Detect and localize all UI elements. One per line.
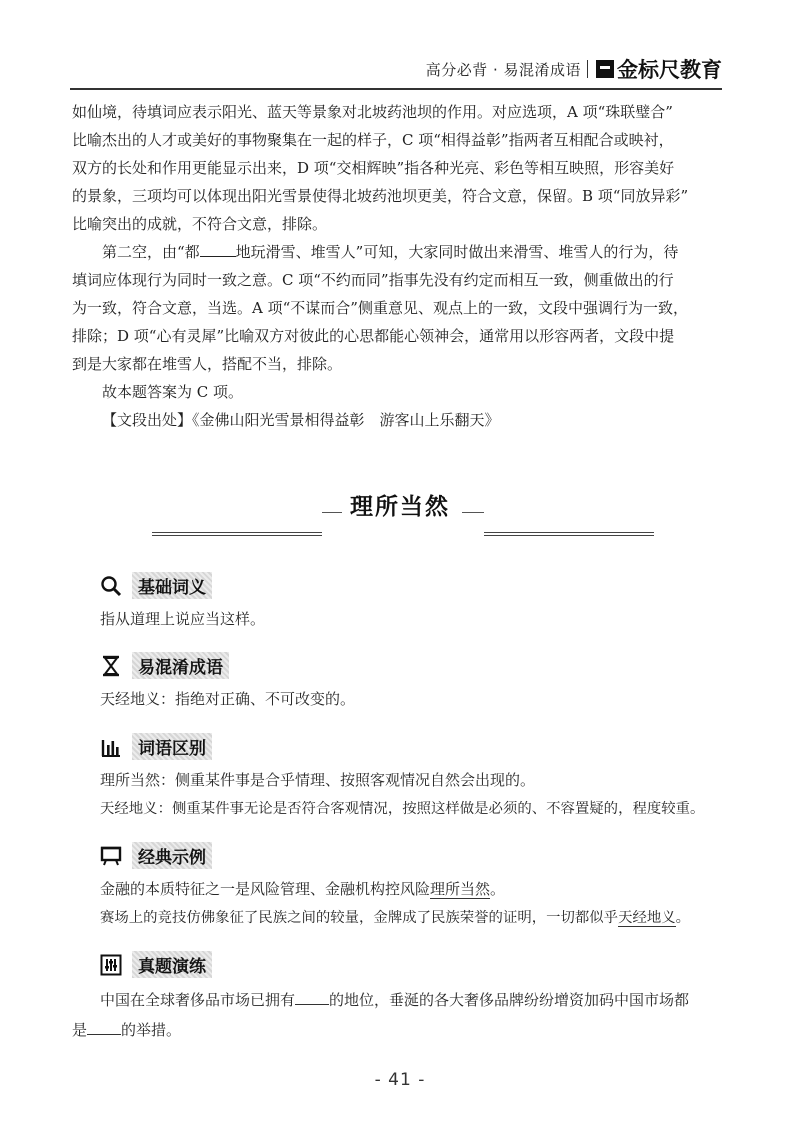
header-title: 高分必背 · 易混淆成语	[425, 60, 581, 79]
section-title: 理所当然	[350, 494, 450, 520]
title-decoration-right	[484, 518, 654, 536]
text-fragment: 是	[72, 1021, 88, 1039]
fill-blank	[295, 990, 329, 1005]
heading-label: 易混淆成语	[132, 652, 229, 679]
practice-question-line-1	[100, 989, 740, 1010]
presentation-board-icon	[100, 845, 122, 867]
heading-label: 真题演练	[132, 951, 212, 978]
title-decoration-line	[462, 512, 484, 513]
text-fragment: 中国在全球奢侈品市场已拥有	[100, 991, 296, 1009]
text-line: 填词应体现行为同时一致之意。C 项“不约而同”指事先没有约定而相互一致，侧重做出的行	[72, 271, 674, 289]
heading-confusable	[100, 652, 229, 679]
heading-practice	[100, 951, 212, 978]
text-line: 双方的长处和作用更能显示出来，D 项“交相辉映”指各种光亮、彩色等相互映照，形容美好	[72, 159, 675, 177]
heading-label: 词语区别	[132, 733, 212, 760]
heading-basic-meaning	[100, 572, 212, 599]
confusable-text: 天经地义：指绝对正确、不可改变的。	[100, 690, 356, 708]
basic-meaning-text: 指从道理上说应当这样。	[100, 610, 266, 628]
heading-examples	[100, 842, 212, 869]
title-decoration-left	[152, 518, 322, 536]
text-line: 到是大家都在堆雪人，搭配不当，排除。	[72, 355, 343, 373]
brand-mark-icon	[596, 60, 614, 78]
fill-blank	[200, 242, 236, 257]
underlined-idiom: 理所当然	[430, 880, 491, 898]
text-line: 的景象，三项均可以体现出阳光雪景使得北坡药池坝更美，符合文意，保留。B 项“同放异彩”	[72, 187, 689, 205]
text-fragment: 赛场上的竞技仿佛象征了民族之间的较量，金牌成了民族荣誉的证明，一切都似乎	[100, 910, 619, 926]
title-decoration-line	[322, 512, 342, 513]
analysis-paragraph-1	[72, 98, 720, 238]
text-fragment: 第二空，由“都	[102, 243, 200, 261]
heading-label: 基础词义	[132, 572, 212, 599]
heading-label: 经典示例	[132, 842, 212, 869]
hourglass-icon	[100, 655, 122, 677]
underlined-idiom: 天经地义	[618, 910, 676, 926]
practice-question-line-2	[72, 1019, 712, 1040]
text-line: 比喻突出的成就，不符合文意，排除。	[72, 215, 328, 233]
header-rule	[70, 88, 722, 90]
page-number: - 41 -	[374, 1070, 426, 1090]
text-fragment: 。	[490, 880, 506, 898]
analysis-paragraph-2	[72, 238, 720, 434]
difference-line-2: 天经地义：侧重某件事无论是否符合客观情况，按照这样做是必须的、不容置疑的，程度较重。	[100, 801, 705, 817]
magnifier-icon	[100, 575, 122, 597]
text-line: 比喻杰出的人才或美好的事物聚集在一起的样子，C 项“相得益彰”指两者互相配合或映衬，	[72, 131, 674, 149]
brand-name: 金标尺教育	[617, 58, 722, 82]
text-fragment: 金融的本质特征之一是风险管理、金融机构控风险	[100, 880, 431, 898]
brand-logo	[596, 54, 722, 84]
text-line: 如仙境，待填词应表示阳光、蓝天等景象对北坡药池坝的作用。对应选项，A 项“珠联璧合”	[72, 103, 673, 121]
page-header	[426, 52, 722, 86]
text-line: 排除；D 项“心有灵犀”比喻双方对彼此的心思都能心领神会，通常用以形容两者，文段中提	[72, 327, 675, 345]
text-line: 为一致，符合文意，当选。A 项“不谋而合”侧重意见、观点上的一致，文段中强调行为一致，	[72, 299, 688, 317]
bar-chart-icon	[100, 736, 122, 758]
text-fragment: 。	[675, 910, 691, 926]
header-separator	[587, 60, 588, 78]
text-line	[72, 238, 720, 266]
text-fragment: 的地位，垂涎的各大奢侈品牌纷纷增资加码中国市场都	[329, 991, 690, 1009]
text-fragment: 的举措。	[121, 1021, 182, 1039]
fill-blank	[87, 1020, 121, 1035]
example-2	[100, 906, 740, 927]
difference-line-1: 理所当然：侧重某件事是合乎情理、按照客观情况自然会出现的。	[100, 771, 536, 789]
heading-difference	[100, 733, 212, 760]
answer-line: 故本题答案为 C 项。	[102, 383, 244, 401]
example-1	[100, 878, 740, 899]
source-line: 【文段出处】《金佛山阳光雪景相得益彰 游客山上乐翻天》	[102, 411, 500, 429]
equalizer-icon	[100, 954, 122, 976]
text-fragment: 地玩滑雪、堆雪人”可知，大家同时做出来滑雪、堆雪人的行为，待	[235, 243, 679, 261]
